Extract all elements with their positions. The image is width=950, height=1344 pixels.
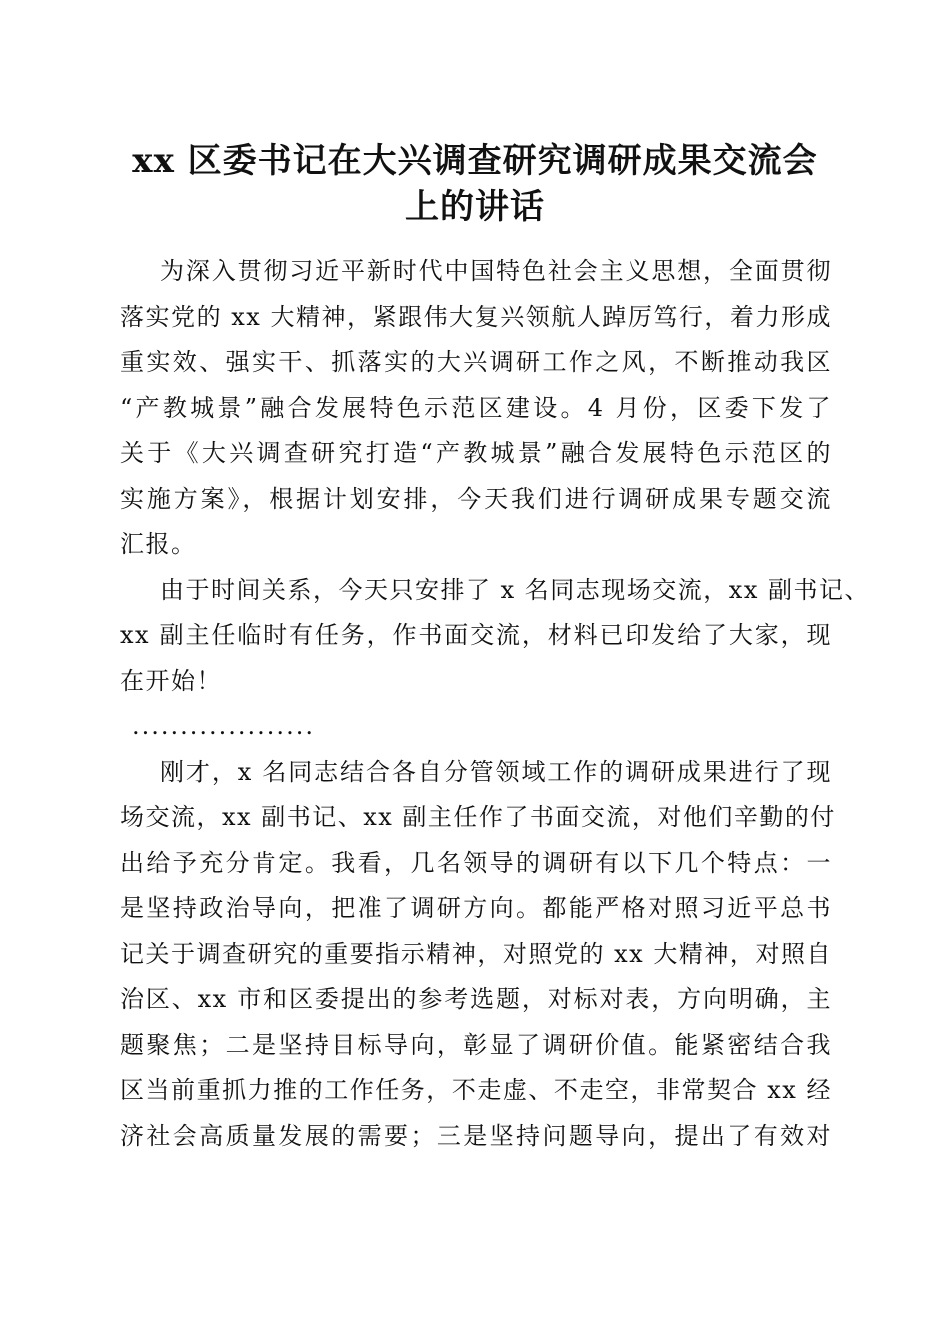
text-line: 落实党的 xx 大精神，紧跟伟大复兴领航人踔厉笃行，着力形成 — [120, 302, 832, 331]
text-line: 汇报。 — [120, 530, 197, 558]
title-line-2: 上的讲话 — [405, 187, 545, 227]
text-line: 实施方案》，根据计划安排，今天我们进行调研成果专题交流 — [120, 484, 832, 513]
paragraph-summary — [120, 750, 836, 1160]
text-line: 济社会高质量发展的需要；三是坚持问题导向，提出了有效对 — [120, 1121, 832, 1150]
text-line: 出给予充分肯定。我看，几名领导的调研有以下几个特点：一 — [120, 848, 832, 877]
text-line: 题聚焦；二是坚持目标导向，彰显了调研价值。能紧密结合我 — [120, 1030, 832, 1059]
text-line: 是坚持政治导向，把准了调研方向。都能严格对照习近平总书 — [120, 894, 832, 922]
document-title — [100, 138, 850, 230]
paragraph-intro — [120, 249, 832, 568]
text-line: 记关于调查研究的重要指示精神，对照党的 xx 大精神，对照自 — [120, 939, 832, 968]
text-line: 由于时间关系，今天只安排了 x 名同志现场交流，xx 副书记、 — [160, 575, 870, 604]
document-body — [120, 249, 870, 1159]
text-line: 刚才，x 名同志结合各自分管领域工作的调研成果进行了现 — [160, 757, 832, 786]
paragraph-schedule — [120, 568, 870, 705]
text-line: 在开始！ — [120, 666, 222, 695]
text-line: “产教城景”融合发展特色示范区建设。4 月份，区委下发了 — [120, 393, 832, 422]
text-line: 关于《大兴调查研究打造“产教城景”融合发展特色示范区的 — [120, 439, 832, 467]
text-line: 场交流，xx 副书记、xx 副主任作了书面交流，对他们辛勤的付 — [120, 803, 836, 831]
text-line: 为深入贯彻习近平新时代中国特色社会主义思想，全面贯彻 — [160, 257, 832, 285]
text-line: xx 副主任临时有任务，作书面交流，材料已印发给了大家，现 — [120, 621, 832, 649]
text-line: 重实效、强实干、抓落实的大兴调研工作之风，不断推动我区 — [120, 348, 832, 376]
title-line-1: xx 区委书记在大兴调查研究调研成果交流会 — [132, 141, 818, 181]
text-line: 区当前重抓力推的工作任务，不走虚、不走空，非常契合 xx 经 — [120, 1076, 832, 1104]
omission-dots: ................... — [132, 712, 315, 740]
text-line: 治区、xx 市和区委提出的参考选题，对标对表，方向明确，主 — [120, 985, 832, 1013]
